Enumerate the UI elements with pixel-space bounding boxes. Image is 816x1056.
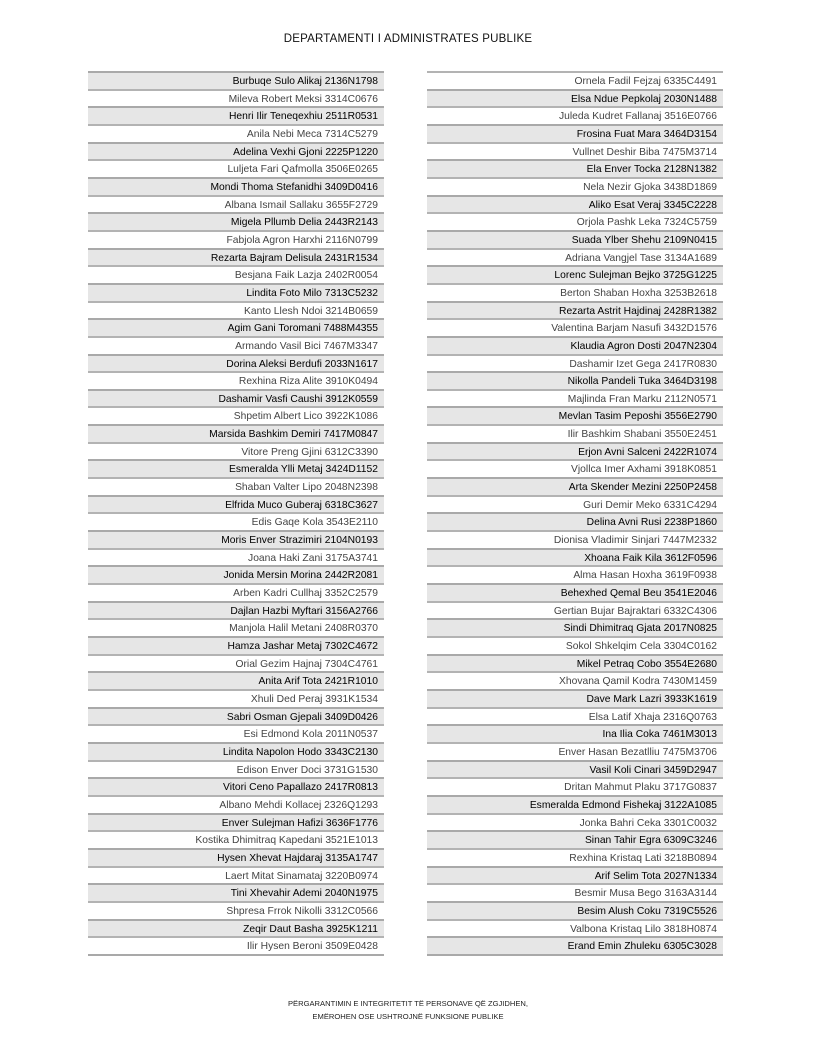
list-item: Orjola Pashk Leka 7324C5759 — [427, 212, 723, 230]
list-item: Kostika Dhimitraq Kapedani 3521E1013 — [88, 830, 384, 848]
list-item: Ilir Hysen Beroni 3509E0428 — [88, 936, 384, 954]
footer-line-2: EMËROHEN OSE USHTROJNË FUNKSIONE PUBLIKE — [312, 1012, 504, 1021]
list-item: Hamza Jashar Metaj 7302C4672 — [88, 636, 384, 654]
list-item: Berton Shaban Hoxha 3253B2618 — [427, 283, 723, 301]
list-item: Migela Pllumb Delia 2443R2143 — [88, 212, 384, 230]
list-item: Tini Xhevahir Ademi 2040N1975 — [88, 883, 384, 901]
list-item: Valbona Kristaq Lilo 3818H0874 — [427, 919, 723, 937]
list-item: Enver Hasan Bezatlliu 7475M3706 — [427, 742, 723, 760]
list-item: Sindi Dhimitraq Gjata 2017N0825 — [427, 618, 723, 636]
list-item: Klaudia Agron Dosti 2047N2304 — [427, 336, 723, 354]
list-item: Dashamir Izet Gega 2417R0830 — [427, 354, 723, 372]
list-item: Anila Nebi Meca 7314C5279 — [88, 124, 384, 142]
list-item: Edison Enver Doci 3731G1530 — [88, 760, 384, 778]
list-item: Sabri Osman Gjepali 3409D0426 — [88, 707, 384, 725]
list-item: Fabjola Agron Harxhi 2116N0799 — [88, 230, 384, 248]
list-item: Vasil Koli Cinari 3459D2947 — [427, 760, 723, 778]
list-item: Rexhina Riza Alite 3910K0494 — [88, 371, 384, 389]
list-item: Rezarta Astrit Hajdinaj 2428R1382 — [427, 301, 723, 319]
list-item: Aliko Esat Veraj 3345C2228 — [427, 195, 723, 213]
list-item: Alma Hasan Hoxha 3619F0938 — [427, 565, 723, 583]
list-item: Mileva Robert Meksi 3314C0676 — [88, 89, 384, 107]
list-item: Behexhed Qemal Beu 3541E2046 — [427, 583, 723, 601]
page-title: DEPARTAMENTI I ADMINISTRATES PUBLIKE — [283, 33, 533, 45]
list-item: Burbuqe Sulo Alikaj 2136N1798 — [88, 71, 384, 89]
list-item: Frosina Fuat Mara 3464D3154 — [427, 124, 723, 142]
list-item: Hysen Xhevat Hajdaraj 3135A1747 — [88, 848, 384, 866]
list-item: Arif Selim Tota 2027N1334 — [427, 866, 723, 884]
list-item: Elsa Ndue Pepkolaj 2030N1488 — [427, 89, 723, 107]
list-item: Rexhina Kristaq Lati 3218B0894 — [427, 848, 723, 866]
list-end-rule — [427, 954, 723, 956]
right-name-list — [427, 71, 723, 956]
list-item: Dorina Aleksi Berdufi 2033N1617 — [88, 354, 384, 372]
list-item: Xhuli Ded Peraj 3931K1534 — [88, 689, 384, 707]
list-item: Anita Arif Tota 2421R1010 — [88, 671, 384, 689]
list-item: Arben Kadri Cullhaj 3352C2579 — [88, 583, 384, 601]
list-item: Xhovana Qamil Kodra 7430M1459 — [427, 671, 723, 689]
list-item: Ina Ilia Coka 7461M3013 — [427, 724, 723, 742]
list-item: Jonida Mersin Morina 2442R2081 — [88, 565, 384, 583]
list-item: Sokol Shkelqim Cela 3304C0162 — [427, 636, 723, 654]
list-item: Lindita Napolon Hodo 3343C2130 — [88, 742, 384, 760]
list-item: Erand Emin Zhuleku 6305C3028 — [427, 936, 723, 954]
list-item: Suada Ylber Shehu 2109N0415 — [427, 230, 723, 248]
list-item: Adelina Vexhi Gjoni 2225P1220 — [88, 142, 384, 160]
list-item: Armando Vasil Bici 7467M3347 — [88, 336, 384, 354]
list-item: Dionisa Vladimir Sinjari 7447M2332 — [427, 530, 723, 548]
list-item: Enver Sulejman Hafizi 3636F1776 — [88, 813, 384, 831]
list-item: Henri Ilir Teneqexhiu 2511R0531 — [88, 106, 384, 124]
list-item: Besim Alush Coku 7319C5526 — [427, 901, 723, 919]
list-item: Lorenc Sulejman Bejko 3725G1225 — [427, 265, 723, 283]
list-item: Kanto Llesh Ndoi 3214B0659 — [88, 301, 384, 319]
left-name-list — [88, 71, 384, 956]
list-item: Agim Gani Toromani 7488M4355 — [88, 318, 384, 336]
list-item: Joana Haki Zani 3175A3741 — [88, 548, 384, 566]
list-item: Albano Mehdi Kollacej 2326Q1293 — [88, 795, 384, 813]
list-item: Ornela Fadil Fejzaj 6335C4491 — [427, 71, 723, 89]
list-item: Vullnet Deshir Biba 7475M3714 — [427, 142, 723, 160]
list-item: Shpresa Frrok Nikolli 3312C0566 — [88, 901, 384, 919]
list-item: Manjola Halil Metani 2408R0370 — [88, 618, 384, 636]
list-item: Dritan Mahmut Plaku 3717G0837 — [427, 777, 723, 795]
list-item: Gertian Bujar Bajraktari 6332C4306 — [427, 601, 723, 619]
list-item: Esmeralda Ylli Metaj 3424D1152 — [88, 459, 384, 477]
list-end-rule — [88, 954, 384, 956]
list-item: Majlinda Fran Marku 2112N0571 — [427, 389, 723, 407]
list-item: Mevlan Tasim Peposhi 3556E2790 — [427, 406, 723, 424]
list-item: Mondi Thoma Stefanidhi 3409D0416 — [88, 177, 384, 195]
list-item: Laert Mitat Sinamataj 3220B0974 — [88, 866, 384, 884]
list-item: Valentina Barjam Nasufi 3432D1576 — [427, 318, 723, 336]
list-item: Albana Ismail Sallaku 3655F2729 — [88, 195, 384, 213]
list-item: Vitori Ceno Papallazo 2417R0813 — [88, 777, 384, 795]
footer-line-1: PËRGARANTIMIN E INTEGRITETIT TË PERSONAVE QË ZGJIDHEN, — [287, 999, 529, 1008]
list-item: Luljeta Fari Qafmolla 3506E0265 — [88, 159, 384, 177]
list-item: Delina Avni Rusi 2238P1860 — [427, 512, 723, 530]
list-item: Elsa Latif Xhaja 2316Q0763 — [427, 707, 723, 725]
list-item: Zeqir Daut Basha 3925K1211 — [88, 919, 384, 937]
list-item: Rezarta Bajram Delisula 2431R1534 — [88, 248, 384, 266]
list-item: Besmir Musa Bego 3163A3144 — [427, 883, 723, 901]
list-item: Dashamir Vasfi Caushi 3912K0559 — [88, 389, 384, 407]
list-item: Vitore Preng Gjini 6312C3390 — [88, 442, 384, 460]
list-item: Moris Enver Strazimiri 2104N0193 — [88, 530, 384, 548]
list-item: Ela Enver Tocka 2128N1382 — [427, 159, 723, 177]
list-item: Vjollca Imer Axhami 3918K0851 — [427, 459, 723, 477]
list-item: Ilir Bashkim Shabani 3550E2451 — [427, 424, 723, 442]
list-item: Marsida Bashkim Demiri 7417M0847 — [88, 424, 384, 442]
list-item: Adriana Vangjel Tase 3134A1689 — [427, 248, 723, 266]
list-item: Sinan Tahir Egra 6309C3246 — [427, 830, 723, 848]
list-item: Nikolla Pandeli Tuka 3464D3198 — [427, 371, 723, 389]
list-item: Besjana Faik Lazja 2402R0054 — [88, 265, 384, 283]
list-item: Shaban Valter Lipo 2048N2398 — [88, 477, 384, 495]
list-item: Arta Skender Mezini 2250P2458 — [427, 477, 723, 495]
list-item: Lindita Foto Milo 7313C5232 — [88, 283, 384, 301]
list-item: Mikel Petraq Cobo 3554E2680 — [427, 654, 723, 672]
list-item: Guri Demir Meko 6331C4294 — [427, 495, 723, 513]
list-item: Nela Nezir Gjoka 3438D1869 — [427, 177, 723, 195]
page-footer — [0, 997, 816, 1023]
list-item: Dave Mark Lazri 3933K1619 — [427, 689, 723, 707]
list-item: Esi Edmond Kola 2011N0537 — [88, 724, 384, 742]
list-item: Dajlan Hazbi Myftari 3156A2766 — [88, 601, 384, 619]
list-item: Juleda Kudret Fallanaj 3516E0766 — [427, 106, 723, 124]
list-item: Jonka Bahri Ceka 3301C0032 — [427, 813, 723, 831]
list-item: Esmeralda Edmond Fishekaj 3122A1085 — [427, 795, 723, 813]
list-item: Xhoana Faik Kila 3612F0596 — [427, 548, 723, 566]
list-item: Elfrida Muco Guberaj 6318C3627 — [88, 495, 384, 513]
list-item: Erjon Avni Salceni 2422R1074 — [427, 442, 723, 460]
list-item: Shpetim Albert Lico 3922K1086 — [88, 406, 384, 424]
list-item: Edis Gaqe Kola 3543E2110 — [88, 512, 384, 530]
list-item: Orial Gezim Hajnaj 7304C4761 — [88, 654, 384, 672]
